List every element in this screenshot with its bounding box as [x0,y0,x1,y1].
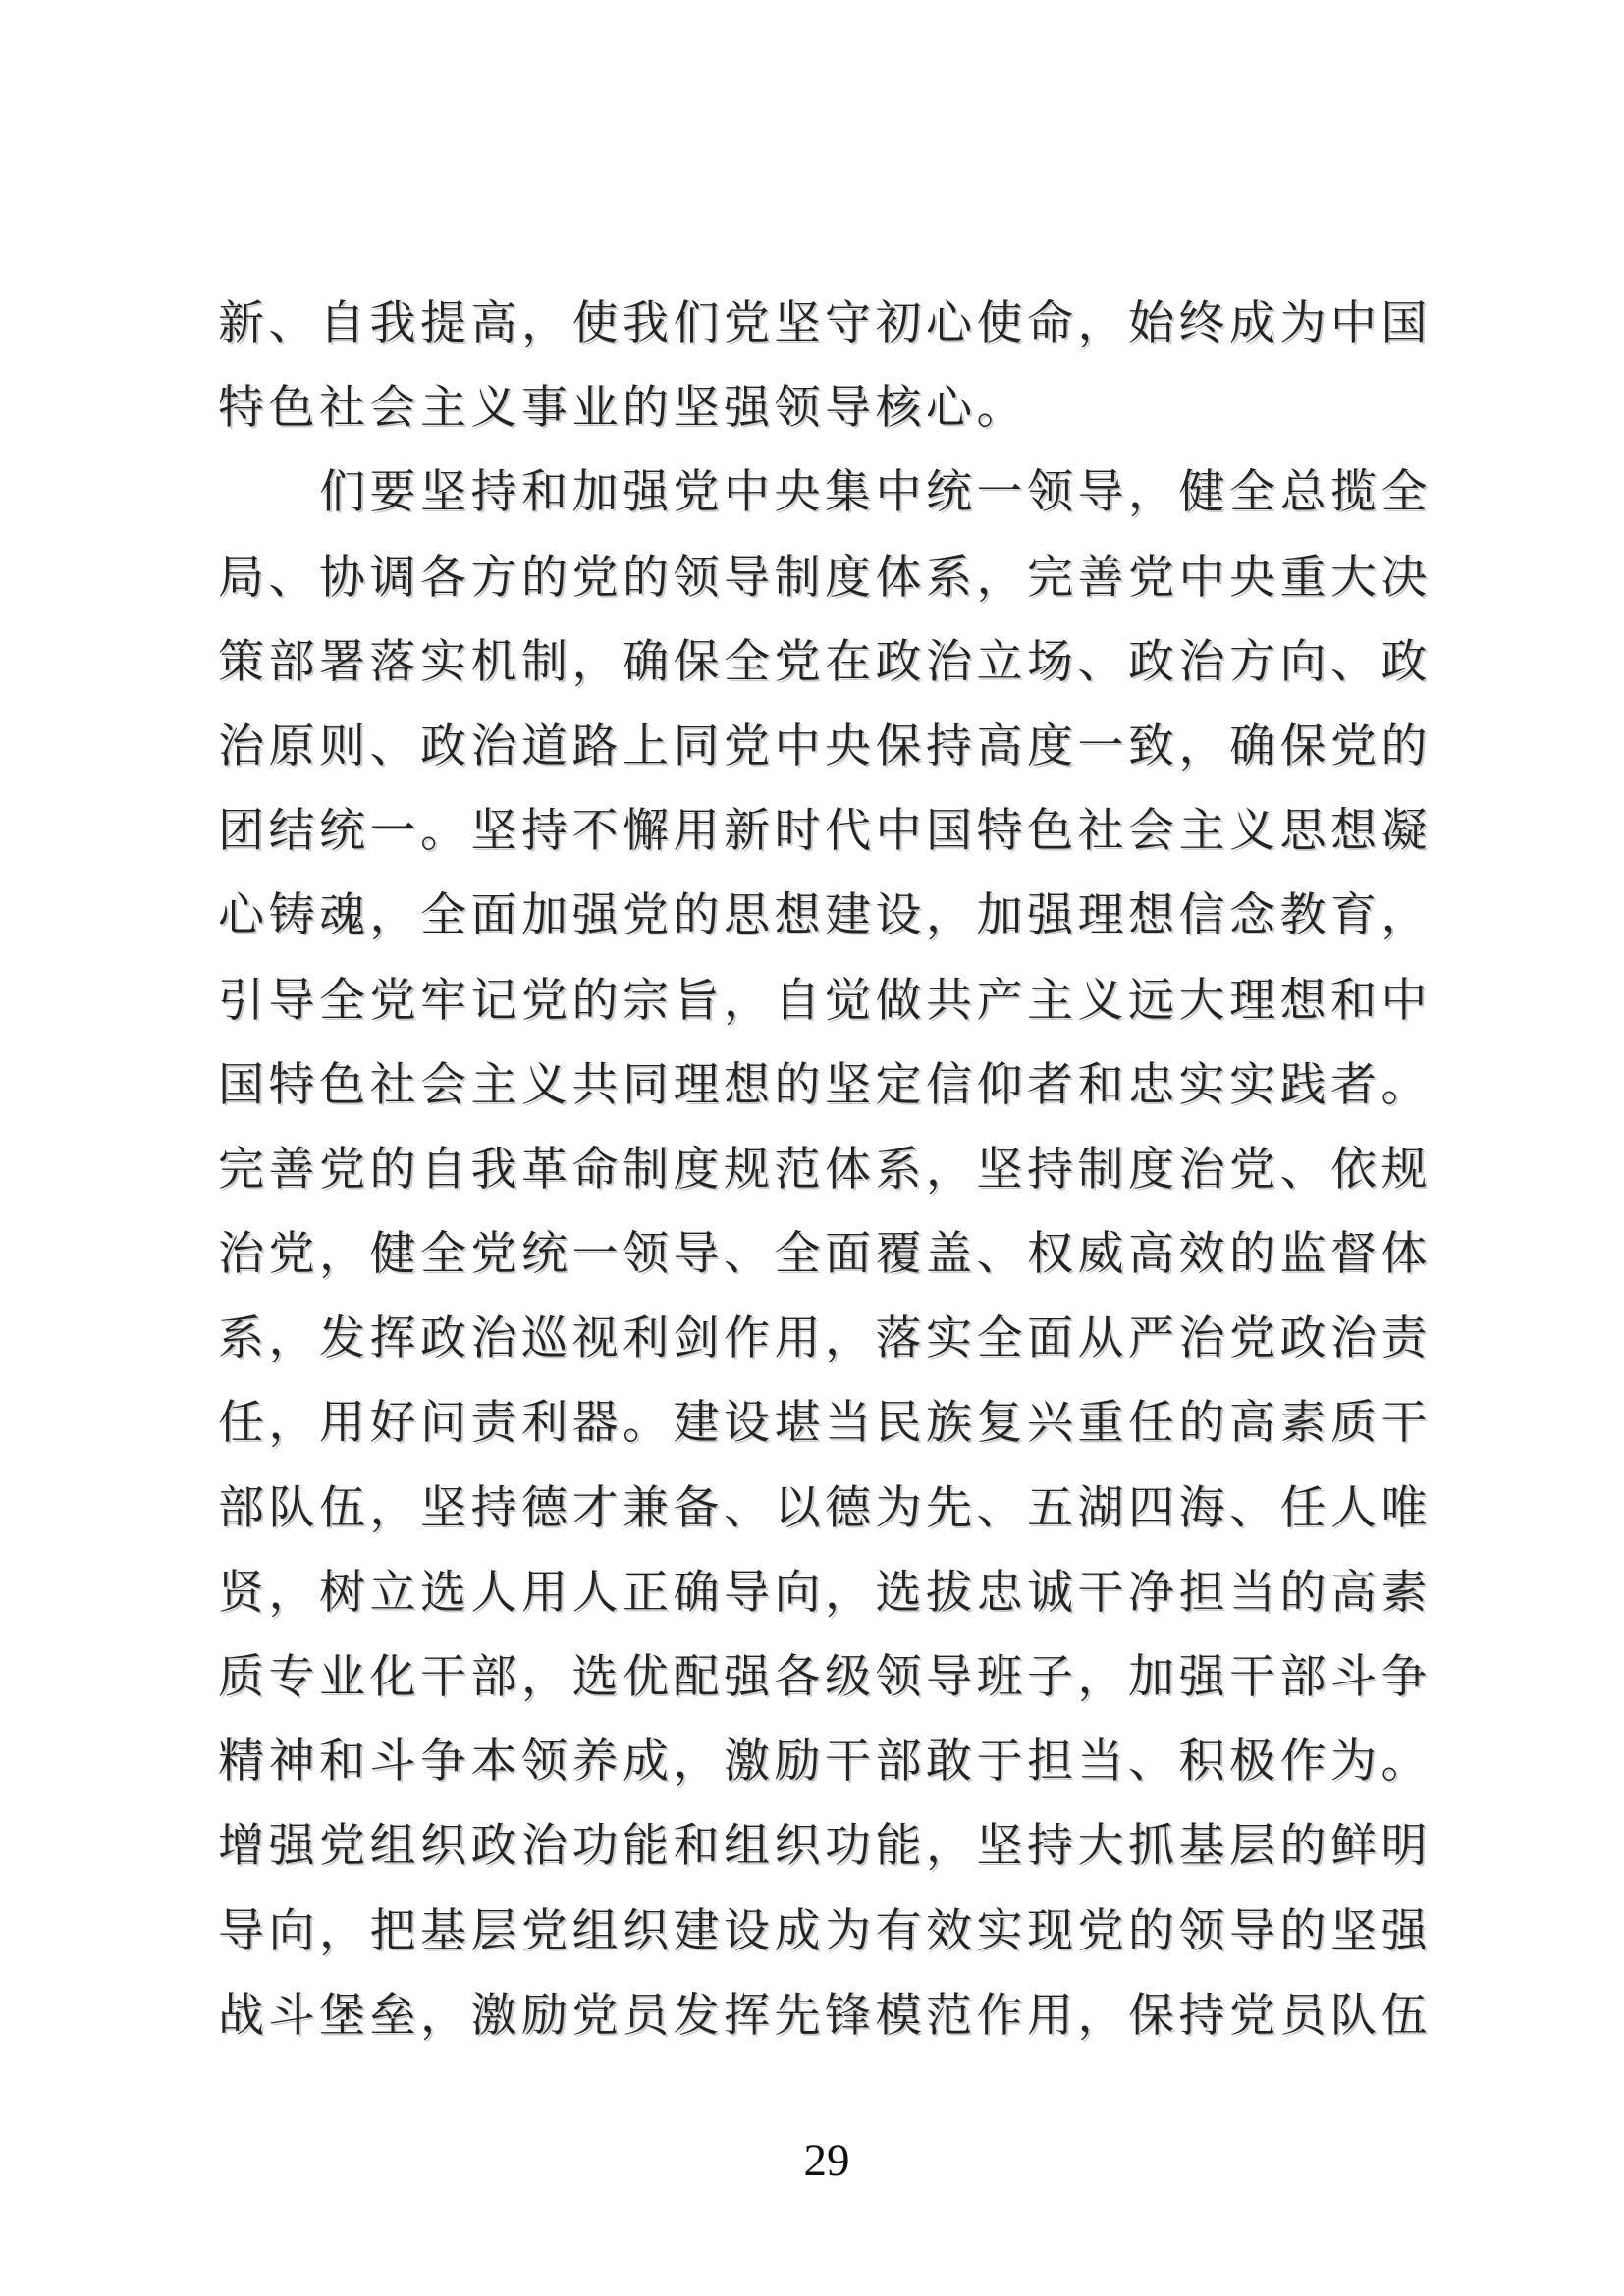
text-line: 部队伍，坚持德才兼备、以德为先、五湖四海、任人唯 [218,1482,1432,1534]
text-line: 治党，健全党统一领导、全面覆盖、权威高效的监督体 [218,1229,1432,1281]
text-line: 任，用好问责利器。建设堪当民族复兴重任的高素质干 [218,1398,1432,1450]
text-line: 新、自我提高，使我们党坚守初心使命，始终成为中国 [218,298,1432,349]
page-number: 29 [803,2135,850,2186]
text-line: 治原则、政治道路上同党中央保持高度一致，确保党的 [218,721,1432,773]
text-line: 增强党组织政治功能和组织功能，坚持大抓基层的鲜明 [218,1821,1432,1873]
body-text [218,282,1435,2058]
text-line: 贤，树立选人用人正确导向，选拔忠诚干净担当的高素 [218,1567,1432,1619]
text-line: 精神和斗争本领养成，激励干部敢于担当、积极作为。 [218,1736,1432,1789]
text-line: 完善党的自我革命制度规范体系，坚持制度治党、依规 [218,1144,1432,1196]
text-line: 特色社会主义事业的坚强领导核心。 [218,383,1027,435]
text-line: 局、协调各方的党的领导制度体系，完善党中央重大决 [218,552,1432,604]
text-line: 策部署落实机制，确保全党在政治立场、政治方向、政 [218,636,1432,688]
text-line: 战斗堡垒，激励党员发挥先锋模范作用，保持党员队伍 [218,1990,1432,2042]
text-line: 国特色社会主义共同理想的坚定信仰者和忠实实践者。 [218,1059,1432,1111]
text-line-paragraph-start: 们要坚持和加强党中央集中统一领导，健全总揽全 [319,467,1432,519]
text-line: 导向，把基层党组织建设成为有效实现党的领导的坚强 [218,1905,1432,1957]
text-line: 心铸魂，全面加强党的思想建设，加强理想信念教育， [218,890,1432,942]
text-line: 引导全党牢记党的宗旨，自觉做共产主义远大理想和中 [218,975,1432,1027]
text-line: 质专业化干部，选优配强各级领导班子，加强干部斗争 [218,1652,1432,1703]
text-line: 团结统一。坚持不懈用新时代中国特色社会主义思想凝 [218,806,1432,858]
text-line: 系，发挥政治巡视利剑作用，落实全面从严治党政治责 [218,1313,1432,1365]
